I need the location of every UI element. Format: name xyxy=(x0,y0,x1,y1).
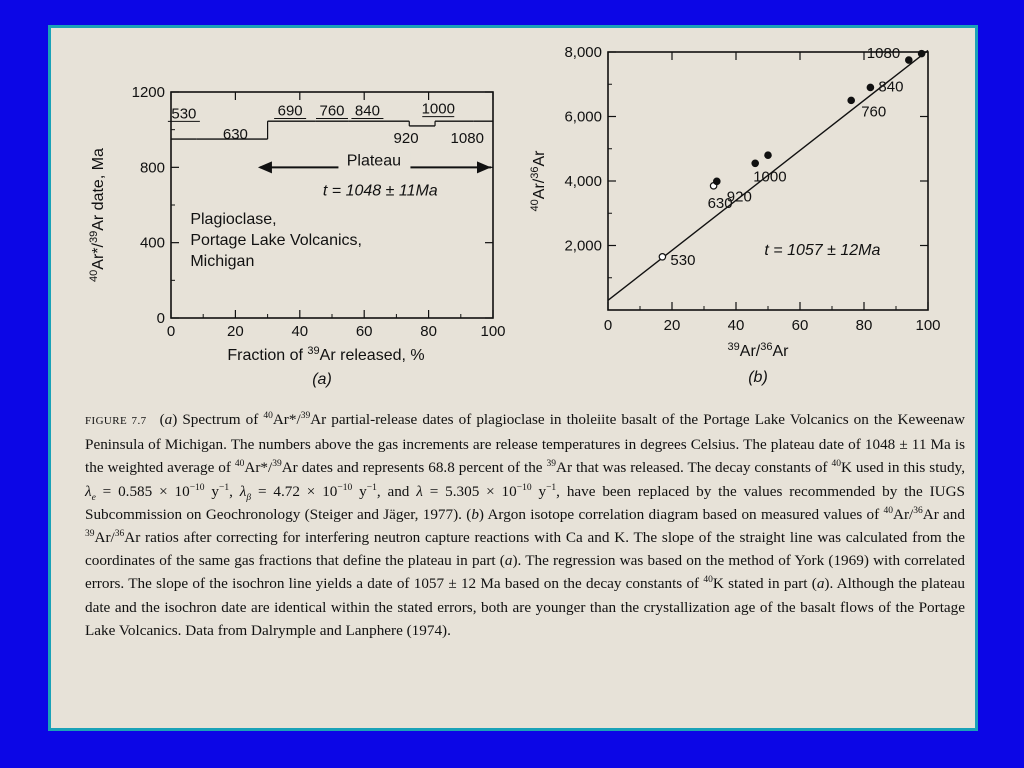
figure-number: FIGURE 7.7 xyxy=(85,415,147,427)
plateau-age-label: t = 1048 ± 11Ma xyxy=(322,182,438,200)
panel-label-a: (a) xyxy=(312,371,332,388)
x-tick-label-b: 60 xyxy=(791,317,809,334)
point-label: 840 xyxy=(878,78,904,96)
x-axis-label-a: Fraction of $^{39}$Ar released, % xyxy=(227,345,425,364)
y-axis-label-b: $^{40}$Ar/$^{36}$Ar xyxy=(529,150,548,212)
x-tick-label-a: 100 xyxy=(480,323,506,340)
x-tick-label-a: 40 xyxy=(291,323,309,340)
plateau-label: Plateau xyxy=(346,152,401,170)
y-tick-label-b: 6,000 xyxy=(564,108,602,126)
plot-a-frame xyxy=(171,92,493,318)
y-tick-label-a: 800 xyxy=(139,159,165,177)
data-point xyxy=(752,160,758,166)
y-tick-label-b: 8,000 xyxy=(564,44,602,61)
data-point xyxy=(714,178,720,184)
point-label: 760 xyxy=(861,103,887,121)
plateau-arrow-left-head xyxy=(258,161,272,173)
x-tick-label-a: 80 xyxy=(420,323,437,340)
x-axis-label-b: $^{39}$Ar/$^{36}$Ar xyxy=(727,341,789,360)
x-tick-label-b: 20 xyxy=(663,317,681,334)
x-tick-label-b: 100 xyxy=(915,317,941,334)
temperature-label: 840 xyxy=(354,102,380,120)
data-point xyxy=(918,50,924,56)
scanned-page xyxy=(51,28,975,728)
plateau-arrow-right-head xyxy=(477,161,491,173)
temperature-label: 1000 xyxy=(421,100,455,118)
data-point xyxy=(765,152,771,158)
data-point xyxy=(906,57,912,63)
slide-frame xyxy=(48,25,978,731)
data-point xyxy=(659,254,665,260)
temperature-label: 920 xyxy=(393,129,419,147)
sample-description-line: Michigan xyxy=(190,252,255,270)
x-tick-label-b: 40 xyxy=(727,317,745,334)
sample-description-line: Portage Lake Volcanics, xyxy=(190,231,362,249)
caption-text: (a) Spectrum of $^{40}$Ar*/$^{39}$Ar partial-release dates of plagioclase in tholeiite basalt of the Portage Lake Volcanics on the Keweenaw Peninsula of Michigan. The numbers above the gas increments are release temperatures in degrees Celsius. The plateau date of 1048 ± 11 Ma is the weighted average of $^{40}$Ar*/$^{39}$Ar dates and represents 68.8 percent of the $^{39}$Ar that was released. The decay constants of $^{40}$K used in this study, $\lambda_e = 0.585 \times 10^{-10}$ $y^{-1}$, $\lambda_\beta = 4.72 \times 10^{-10}$ $y^{-1}$, and $\lambda = 5.305 \times 10^{-10}$ $y^{-1}$, have been replaced by the values recommended by the IUGS Subcommission on Geochronology (Steiger and Jäger, 1977). (b) Argon isotope correlation diagram based on measured values of $^{40}$Ar/$^{36}$Ar and $^{39}$Ar/$^{36}$Ar ratios after correcting for interfering neutron capture reactions with Ca and K. The slope of the straight line was calculated from the coordinates of the same gas fractions that define the plateau in part (a). The regression was based on the method of York (1969) with correlated errors. The slope of the isochron line yields a date of 1057 ± 12 Ma based on the decay constants of $^{40}$K stated in part (a). Although the plateau date and the isochron date are identical within the stated errors, both are younger than the crystallization age of the basalt flows of the Portage Lake Volcanics. Data from Dalrymple and Lanphere (1974). xyxy=(85,410,966,639)
x-tick-label-a: 60 xyxy=(355,323,373,340)
temperature-label: 530 xyxy=(171,105,197,123)
y-tick-label-a: 0 xyxy=(156,310,165,327)
x-tick-label-a: 0 xyxy=(166,323,176,340)
temperature-label: 690 xyxy=(277,102,303,120)
x-tick-label-b: 80 xyxy=(855,317,873,334)
y-tick-label-b: 4,000 xyxy=(564,173,602,190)
point-label: 920 xyxy=(726,188,752,206)
point-label: 630 xyxy=(707,194,733,212)
temperature-label: 630 xyxy=(222,126,248,144)
y-axis-label-a: $^{40}$Ar*/$^{39}$Ar date, Ma xyxy=(88,148,107,282)
point-label: 1000 xyxy=(753,168,787,186)
isochron-age-label: t = 1057 ± 12Ma xyxy=(764,242,881,260)
data-point xyxy=(848,97,854,103)
x-tick-label-a: 20 xyxy=(227,323,244,340)
figure-caption xyxy=(85,408,965,642)
x-tick-label-b: 0 xyxy=(603,317,613,334)
y-tick-label-a: 400 xyxy=(139,234,165,252)
panel-label-b: (b) xyxy=(748,369,768,386)
point-label: 530 xyxy=(670,251,696,269)
temperature-label: 1080 xyxy=(450,129,484,147)
data-point xyxy=(867,84,873,90)
temperature-label: 760 xyxy=(319,102,345,120)
y-tick-label-a: 1200 xyxy=(131,84,165,101)
sample-description-line: Plagioclase, xyxy=(190,210,277,228)
y-tick-label-b: 2,000 xyxy=(564,237,602,255)
point-label: 1080 xyxy=(866,45,901,63)
